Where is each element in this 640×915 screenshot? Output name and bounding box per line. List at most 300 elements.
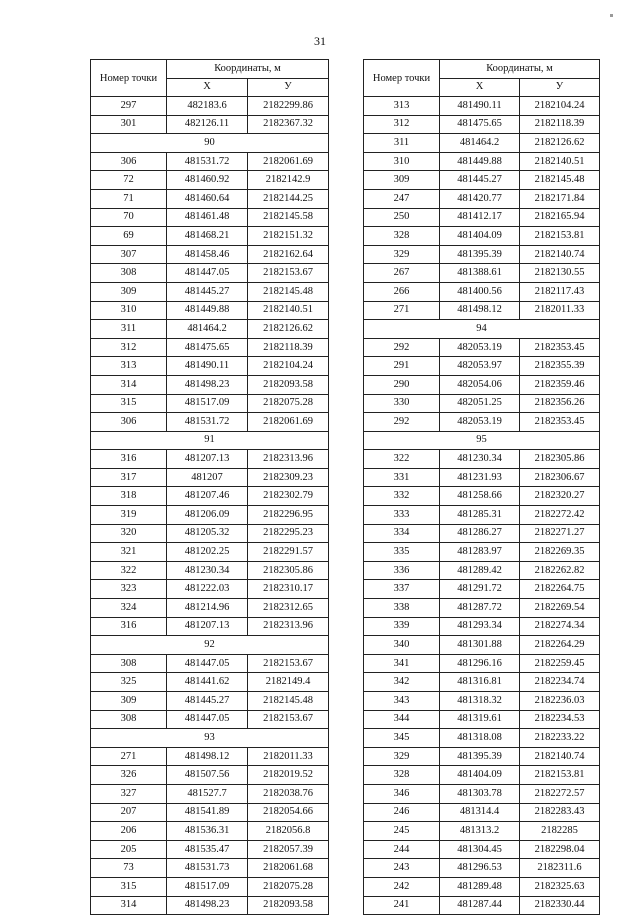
x-coordinate-cell: 481449.88 [440, 152, 520, 171]
left-table-body [91, 97, 329, 915]
table-row [91, 877, 329, 896]
table-row [364, 747, 600, 766]
point-number-cell: 329 [364, 747, 440, 766]
table-row [91, 673, 329, 692]
x-coordinate-cell: 481468.21 [167, 227, 248, 246]
x-coordinate-cell: 481464.2 [167, 320, 248, 339]
y-coordinate-cell: 2182283.43 [520, 803, 600, 822]
table-row [91, 506, 329, 525]
y-coordinate-cell: 2182271.27 [520, 524, 600, 543]
point-number-cell: 324 [91, 599, 167, 618]
table-row [91, 171, 329, 190]
x-coordinate-cell: 481289.42 [440, 561, 520, 580]
point-number-cell: 309 [91, 692, 167, 711]
y-coordinate-cell: 2182153.81 [520, 766, 600, 785]
point-number-cell: 271 [364, 301, 440, 320]
point-number-cell: 339 [364, 617, 440, 636]
y-coordinate-cell: 2182061.69 [248, 152, 329, 171]
y-coordinate-cell: 2182038.76 [248, 784, 329, 803]
table-row [364, 450, 600, 469]
point-number-cell: 310 [364, 152, 440, 171]
y-coordinate-cell: 2182313.96 [248, 617, 329, 636]
x-coordinate-cell: 481447.05 [167, 654, 248, 673]
table-row [91, 450, 329, 469]
section-number: 90 [91, 134, 329, 153]
y-coordinate-cell: 2182302.79 [248, 487, 329, 506]
table-row [91, 152, 329, 171]
table-row [364, 524, 600, 543]
x-coordinate-cell: 481541.89 [167, 803, 248, 822]
table-row [91, 747, 329, 766]
table-row [364, 896, 600, 915]
table-row [364, 189, 600, 208]
point-number-cell: 308 [91, 710, 167, 729]
table-row [91, 97, 329, 116]
y-coordinate-cell: 2182306.67 [520, 468, 600, 487]
table-row [364, 822, 600, 841]
point-number-cell: 306 [91, 152, 167, 171]
x-coordinate-cell: 482051.25 [440, 394, 520, 413]
y-coordinate-cell: 2182330.44 [520, 896, 600, 915]
x-coordinate-cell: 481316.81 [440, 673, 520, 692]
x-coordinate-cell: 481490.11 [167, 357, 248, 376]
section-number: 94 [364, 320, 600, 339]
y-coordinate-cell: 2182259.45 [520, 654, 600, 673]
point-number-cell: 243 [364, 859, 440, 878]
table-row [364, 413, 600, 432]
x-coordinate-cell: 482053.19 [440, 413, 520, 432]
x-coordinate-cell: 481207 [167, 468, 248, 487]
x-coordinate-cell: 481285.31 [440, 506, 520, 525]
y-coordinate-cell: 2182019.52 [248, 766, 329, 785]
table-row [364, 338, 600, 357]
point-number-cell: 320 [91, 524, 167, 543]
y-coordinate-cell: 2182151.32 [248, 227, 329, 246]
point-number-cell: 315 [91, 877, 167, 896]
x-coordinate-cell: 481207.13 [167, 450, 248, 469]
point-number-cell: 246 [364, 803, 440, 822]
table-row [91, 561, 329, 580]
x-coordinate-cell: 481404.09 [440, 766, 520, 785]
x-coordinate-cell: 481313.2 [440, 822, 520, 841]
table-row [91, 413, 329, 432]
table-row [91, 692, 329, 711]
y-coordinate-cell: 2182296.95 [248, 506, 329, 525]
x-coordinate-cell: 481314.4 [440, 803, 520, 822]
y-coordinate-cell: 2182234.74 [520, 673, 600, 692]
point-number-cell: 330 [364, 394, 440, 413]
point-number-cell: 323 [91, 580, 167, 599]
x-coordinate-cell: 481304.45 [440, 840, 520, 859]
table-row [364, 710, 600, 729]
table-row [364, 580, 600, 599]
x-coordinate-cell: 481296.53 [440, 859, 520, 878]
table-row [364, 766, 600, 785]
x-coordinate-cell: 481301.88 [440, 636, 520, 655]
table-row [364, 654, 600, 673]
section-number: 95 [364, 431, 600, 450]
y-coordinate-cell: 2182093.58 [248, 896, 329, 915]
x-coordinate-cell: 481536.31 [167, 822, 248, 841]
y-coordinate-cell: 2182312.65 [248, 599, 329, 618]
y-coordinate-cell: 2182061.69 [248, 413, 329, 432]
y-coordinate-cell: 2182272.42 [520, 506, 600, 525]
table-row [91, 766, 329, 785]
point-number-cell: 242 [364, 877, 440, 896]
point-number-cell: 322 [364, 450, 440, 469]
x-coordinate-cell: 481291.72 [440, 580, 520, 599]
table-row [91, 710, 329, 729]
point-number-cell: 72 [91, 171, 167, 190]
y-coordinate-cell: 2182011.33 [248, 747, 329, 766]
point-number-cell: 266 [364, 282, 440, 301]
point-number-cell: 73 [91, 859, 167, 878]
point-number-cell: 325 [91, 673, 167, 692]
y-coordinate-cell: 2182234.53 [520, 710, 600, 729]
y-coordinate-cell: 2182295.23 [248, 524, 329, 543]
x-coordinate-cell: 482126.11 [167, 115, 248, 134]
scan-mark [610, 14, 613, 17]
point-number-cell: 312 [364, 115, 440, 134]
point-number-cell: 71 [91, 189, 167, 208]
x-coordinate-cell: 481231.93 [440, 468, 520, 487]
x-header: X [440, 78, 520, 97]
table-row [91, 822, 329, 841]
table-row [364, 97, 600, 116]
point-number-cell: 336 [364, 561, 440, 580]
coordinates-table-right [363, 59, 600, 915]
y-coordinate-cell: 2182142.9 [248, 171, 329, 190]
point-number-cell: 346 [364, 784, 440, 803]
x-coordinate-cell: 481531.72 [167, 413, 248, 432]
x-coordinate-cell: 481388.61 [440, 264, 520, 283]
x-coordinate-cell: 481527.7 [167, 784, 248, 803]
x-coordinate-cell: 481498.23 [167, 896, 248, 915]
point-number-cell: 334 [364, 524, 440, 543]
y-coordinate-cell: 2182305.86 [248, 561, 329, 580]
x-coordinate-cell: 481400.56 [440, 282, 520, 301]
x-coordinate-cell: 481445.27 [440, 171, 520, 190]
x-coordinate-cell: 481289.48 [440, 877, 520, 896]
x-coordinate-cell: 482053.97 [440, 357, 520, 376]
y-coordinate-cell: 2182140.51 [248, 301, 329, 320]
x-coordinate-cell: 481498.12 [440, 301, 520, 320]
y-coordinate-cell: 2182130.55 [520, 264, 600, 283]
section-row [91, 431, 329, 450]
table-row [364, 561, 600, 580]
point-number-cell: 328 [364, 766, 440, 785]
point-number-cell: 291 [364, 357, 440, 376]
section-row [364, 320, 600, 339]
point-number-cell: 333 [364, 506, 440, 525]
x-coordinate-cell: 481517.09 [167, 394, 248, 413]
coordinates-header: Координаты, м [440, 60, 600, 79]
y-coordinate-cell: 2182274.34 [520, 617, 600, 636]
x-coordinate-cell: 481445.27 [167, 692, 248, 711]
point-number-cell: 343 [364, 692, 440, 711]
point-number-cell: 341 [364, 654, 440, 673]
table-row [364, 877, 600, 896]
point-number-cell: 271 [91, 747, 167, 766]
table-row [91, 487, 329, 506]
table-row [91, 208, 329, 227]
x-coordinate-cell: 481207.46 [167, 487, 248, 506]
x-coordinate-cell: 481206.09 [167, 506, 248, 525]
x-coordinate-cell: 481507.56 [167, 766, 248, 785]
y-coordinate-cell: 2182149.4 [248, 673, 329, 692]
table-row [364, 245, 600, 264]
x-coordinate-cell: 481535.47 [167, 840, 248, 859]
x-coordinate-cell: 481447.05 [167, 710, 248, 729]
point-number-cell: 340 [364, 636, 440, 655]
point-number-cell: 301 [91, 115, 167, 134]
point-number-cell: 319 [91, 506, 167, 525]
point-number-cell: 69 [91, 227, 167, 246]
x-coordinate-cell: 481498.12 [167, 747, 248, 766]
x-coordinate-cell: 481445.27 [167, 282, 248, 301]
point-number-cell: 307 [91, 245, 167, 264]
y-coordinate-cell: 2182359.46 [520, 375, 600, 394]
point-number-cell: 312 [91, 338, 167, 357]
section-row [91, 636, 329, 655]
section-row [364, 431, 600, 450]
x-coordinate-cell: 481464.2 [440, 134, 520, 153]
point-number-cell: 70 [91, 208, 167, 227]
coordinates-table-left [90, 59, 329, 915]
y-coordinate-cell: 2182165.94 [520, 208, 600, 227]
point-number-cell: 329 [364, 245, 440, 264]
x-coordinate-cell: 481475.65 [440, 115, 520, 134]
table-row [364, 692, 600, 711]
point-number-cell: 318 [91, 487, 167, 506]
y-coordinate-cell: 2182075.28 [248, 877, 329, 896]
point-number-cell: 314 [91, 375, 167, 394]
x-coordinate-cell: 481517.09 [167, 877, 248, 896]
y-coordinate-cell: 2182291.57 [248, 543, 329, 562]
right-table-body [364, 97, 600, 915]
y-coordinate-cell: 2182311.6 [520, 859, 600, 878]
y-coordinate-cell: 2182310.17 [248, 580, 329, 599]
y-coordinate-cell: 2182140.74 [520, 747, 600, 766]
x-coordinate-cell: 481531.73 [167, 859, 248, 878]
y-coordinate-cell: 2182285 [520, 822, 600, 841]
x-coordinate-cell: 481461.48 [167, 208, 248, 227]
x-coordinate-cell: 481475.65 [167, 338, 248, 357]
table-row [364, 394, 600, 413]
table-row [364, 301, 600, 320]
point-number-cell: 332 [364, 487, 440, 506]
y-coordinate-cell: 2182057.39 [248, 840, 329, 859]
y-coordinate-cell: 2182353.45 [520, 413, 600, 432]
point-number-cell: 326 [91, 766, 167, 785]
point-number-cell: 207 [91, 803, 167, 822]
table-row [364, 673, 600, 692]
point-number-cell: 317 [91, 468, 167, 487]
point-number-cell: 338 [364, 599, 440, 618]
x-coordinate-cell: 481531.72 [167, 152, 248, 171]
y-coordinate-cell: 2182298.04 [520, 840, 600, 859]
table-row [364, 227, 600, 246]
y-coordinate-cell: 2182171.84 [520, 189, 600, 208]
point-number-cell: 267 [364, 264, 440, 283]
x-coordinate-cell: 481441.62 [167, 673, 248, 692]
table-row [91, 394, 329, 413]
y-coordinate-cell: 2182104.24 [520, 97, 600, 116]
x-coordinate-cell: 481420.77 [440, 189, 520, 208]
x-coordinate-cell: 481460.64 [167, 189, 248, 208]
point-number-header: Номер точки [91, 60, 167, 97]
y-coordinate-cell: 2182126.62 [520, 134, 600, 153]
x-coordinate-cell: 481460.92 [167, 171, 248, 190]
table-row [91, 784, 329, 803]
x-coordinate-cell: 481202.25 [167, 543, 248, 562]
y-coordinate-cell: 2182144.25 [248, 189, 329, 208]
y-coordinate-cell: 2182367.32 [248, 115, 329, 134]
x-coordinate-cell: 481258.66 [440, 487, 520, 506]
point-number-cell: 327 [91, 784, 167, 803]
y-coordinate-cell: 2182236.03 [520, 692, 600, 711]
table-row [91, 617, 329, 636]
point-number-cell: 322 [91, 561, 167, 580]
table-row [91, 599, 329, 618]
point-number-cell: 292 [364, 413, 440, 432]
table-row [364, 134, 600, 153]
table-row [91, 189, 329, 208]
y-coordinate-cell: 2182118.39 [248, 338, 329, 357]
y-coordinate-cell: 2182145.48 [248, 282, 329, 301]
y-coordinate-cell: 2182353.45 [520, 338, 600, 357]
y-header: У [248, 78, 329, 97]
x-coordinate-cell: 481498.23 [167, 375, 248, 394]
x-coordinate-cell: 481230.34 [167, 561, 248, 580]
table-row [91, 282, 329, 301]
point-number-cell: 314 [91, 896, 167, 915]
x-header: X [167, 78, 248, 97]
x-coordinate-cell: 482183.6 [167, 97, 248, 116]
y-header: У [520, 78, 600, 97]
table-row [91, 357, 329, 376]
y-coordinate-cell: 2182313.96 [248, 450, 329, 469]
table-row [91, 320, 329, 339]
x-coordinate-cell: 481205.32 [167, 524, 248, 543]
table-row [364, 264, 600, 283]
y-coordinate-cell: 2182153.81 [520, 227, 600, 246]
table-row [91, 375, 329, 394]
x-coordinate-cell: 481214.96 [167, 599, 248, 618]
y-coordinate-cell: 2182320.27 [520, 487, 600, 506]
point-number-cell: 331 [364, 468, 440, 487]
y-coordinate-cell: 2182305.86 [520, 450, 600, 469]
point-number-cell: 290 [364, 375, 440, 394]
y-coordinate-cell: 2182153.67 [248, 264, 329, 283]
y-coordinate-cell: 2182264.29 [520, 636, 600, 655]
table-row [91, 859, 329, 878]
section-row [91, 134, 329, 153]
y-coordinate-cell: 2182233.22 [520, 729, 600, 748]
table-row [91, 245, 329, 264]
point-number-cell: 311 [91, 320, 167, 339]
table-row [364, 208, 600, 227]
x-coordinate-cell: 481293.34 [440, 617, 520, 636]
table-row [364, 617, 600, 636]
point-number-cell: 345 [364, 729, 440, 748]
y-coordinate-cell: 2182269.54 [520, 599, 600, 618]
point-number-cell: 309 [91, 282, 167, 301]
y-coordinate-cell: 2182272.57 [520, 784, 600, 803]
point-number-cell: 250 [364, 208, 440, 227]
point-number-cell: 306 [91, 413, 167, 432]
y-coordinate-cell: 2182011.33 [520, 301, 600, 320]
x-coordinate-cell: 481230.34 [440, 450, 520, 469]
table-row [91, 264, 329, 283]
table-row [364, 636, 600, 655]
point-number-cell: 308 [91, 264, 167, 283]
y-coordinate-cell: 2182262.82 [520, 561, 600, 580]
y-coordinate-cell: 2182075.28 [248, 394, 329, 413]
x-coordinate-cell: 481318.32 [440, 692, 520, 711]
point-number-cell: 316 [91, 617, 167, 636]
y-coordinate-cell: 2182056.8 [248, 822, 329, 841]
point-number-cell: 311 [364, 134, 440, 153]
x-coordinate-cell: 481287.44 [440, 896, 520, 915]
point-number-cell: 245 [364, 822, 440, 841]
point-number-cell: 316 [91, 450, 167, 469]
y-coordinate-cell: 2182162.64 [248, 245, 329, 264]
table-row [91, 301, 329, 320]
point-number-cell: 292 [364, 338, 440, 357]
y-coordinate-cell: 2182299.86 [248, 97, 329, 116]
point-number-cell: 206 [91, 822, 167, 841]
table-row [364, 468, 600, 487]
y-coordinate-cell: 2182104.24 [248, 357, 329, 376]
point-number-cell: 205 [91, 840, 167, 859]
y-coordinate-cell: 2182054.66 [248, 803, 329, 822]
x-coordinate-cell: 481404.09 [440, 227, 520, 246]
point-number-cell: 297 [91, 97, 167, 116]
point-number-cell: 335 [364, 543, 440, 562]
y-coordinate-cell: 2182264.75 [520, 580, 600, 599]
y-coordinate-cell: 2182093.58 [248, 375, 329, 394]
section-row [91, 729, 329, 748]
y-coordinate-cell: 2182145.48 [520, 171, 600, 190]
x-coordinate-cell: 481318.08 [440, 729, 520, 748]
point-number-cell: 241 [364, 896, 440, 915]
section-number: 93 [91, 729, 329, 748]
x-coordinate-cell: 481458.46 [167, 245, 248, 264]
table-row [91, 115, 329, 134]
x-coordinate-cell: 481207.13 [167, 617, 248, 636]
x-coordinate-cell: 481490.11 [440, 97, 520, 116]
table-row [364, 487, 600, 506]
table-row [364, 784, 600, 803]
y-coordinate-cell: 2182061.68 [248, 859, 329, 878]
x-coordinate-cell: 481303.78 [440, 784, 520, 803]
point-number-cell: 313 [364, 97, 440, 116]
x-coordinate-cell: 481412.17 [440, 208, 520, 227]
y-coordinate-cell: 2182356.26 [520, 394, 600, 413]
table-row [364, 152, 600, 171]
x-coordinate-cell: 481286.27 [440, 524, 520, 543]
table-row [364, 506, 600, 525]
point-number-cell: 328 [364, 227, 440, 246]
table-row [364, 803, 600, 822]
point-number-cell: 244 [364, 840, 440, 859]
y-coordinate-cell: 2182153.67 [248, 710, 329, 729]
table-row [364, 599, 600, 618]
y-coordinate-cell: 2182140.51 [520, 152, 600, 171]
table-row [91, 803, 329, 822]
table-row [91, 227, 329, 246]
